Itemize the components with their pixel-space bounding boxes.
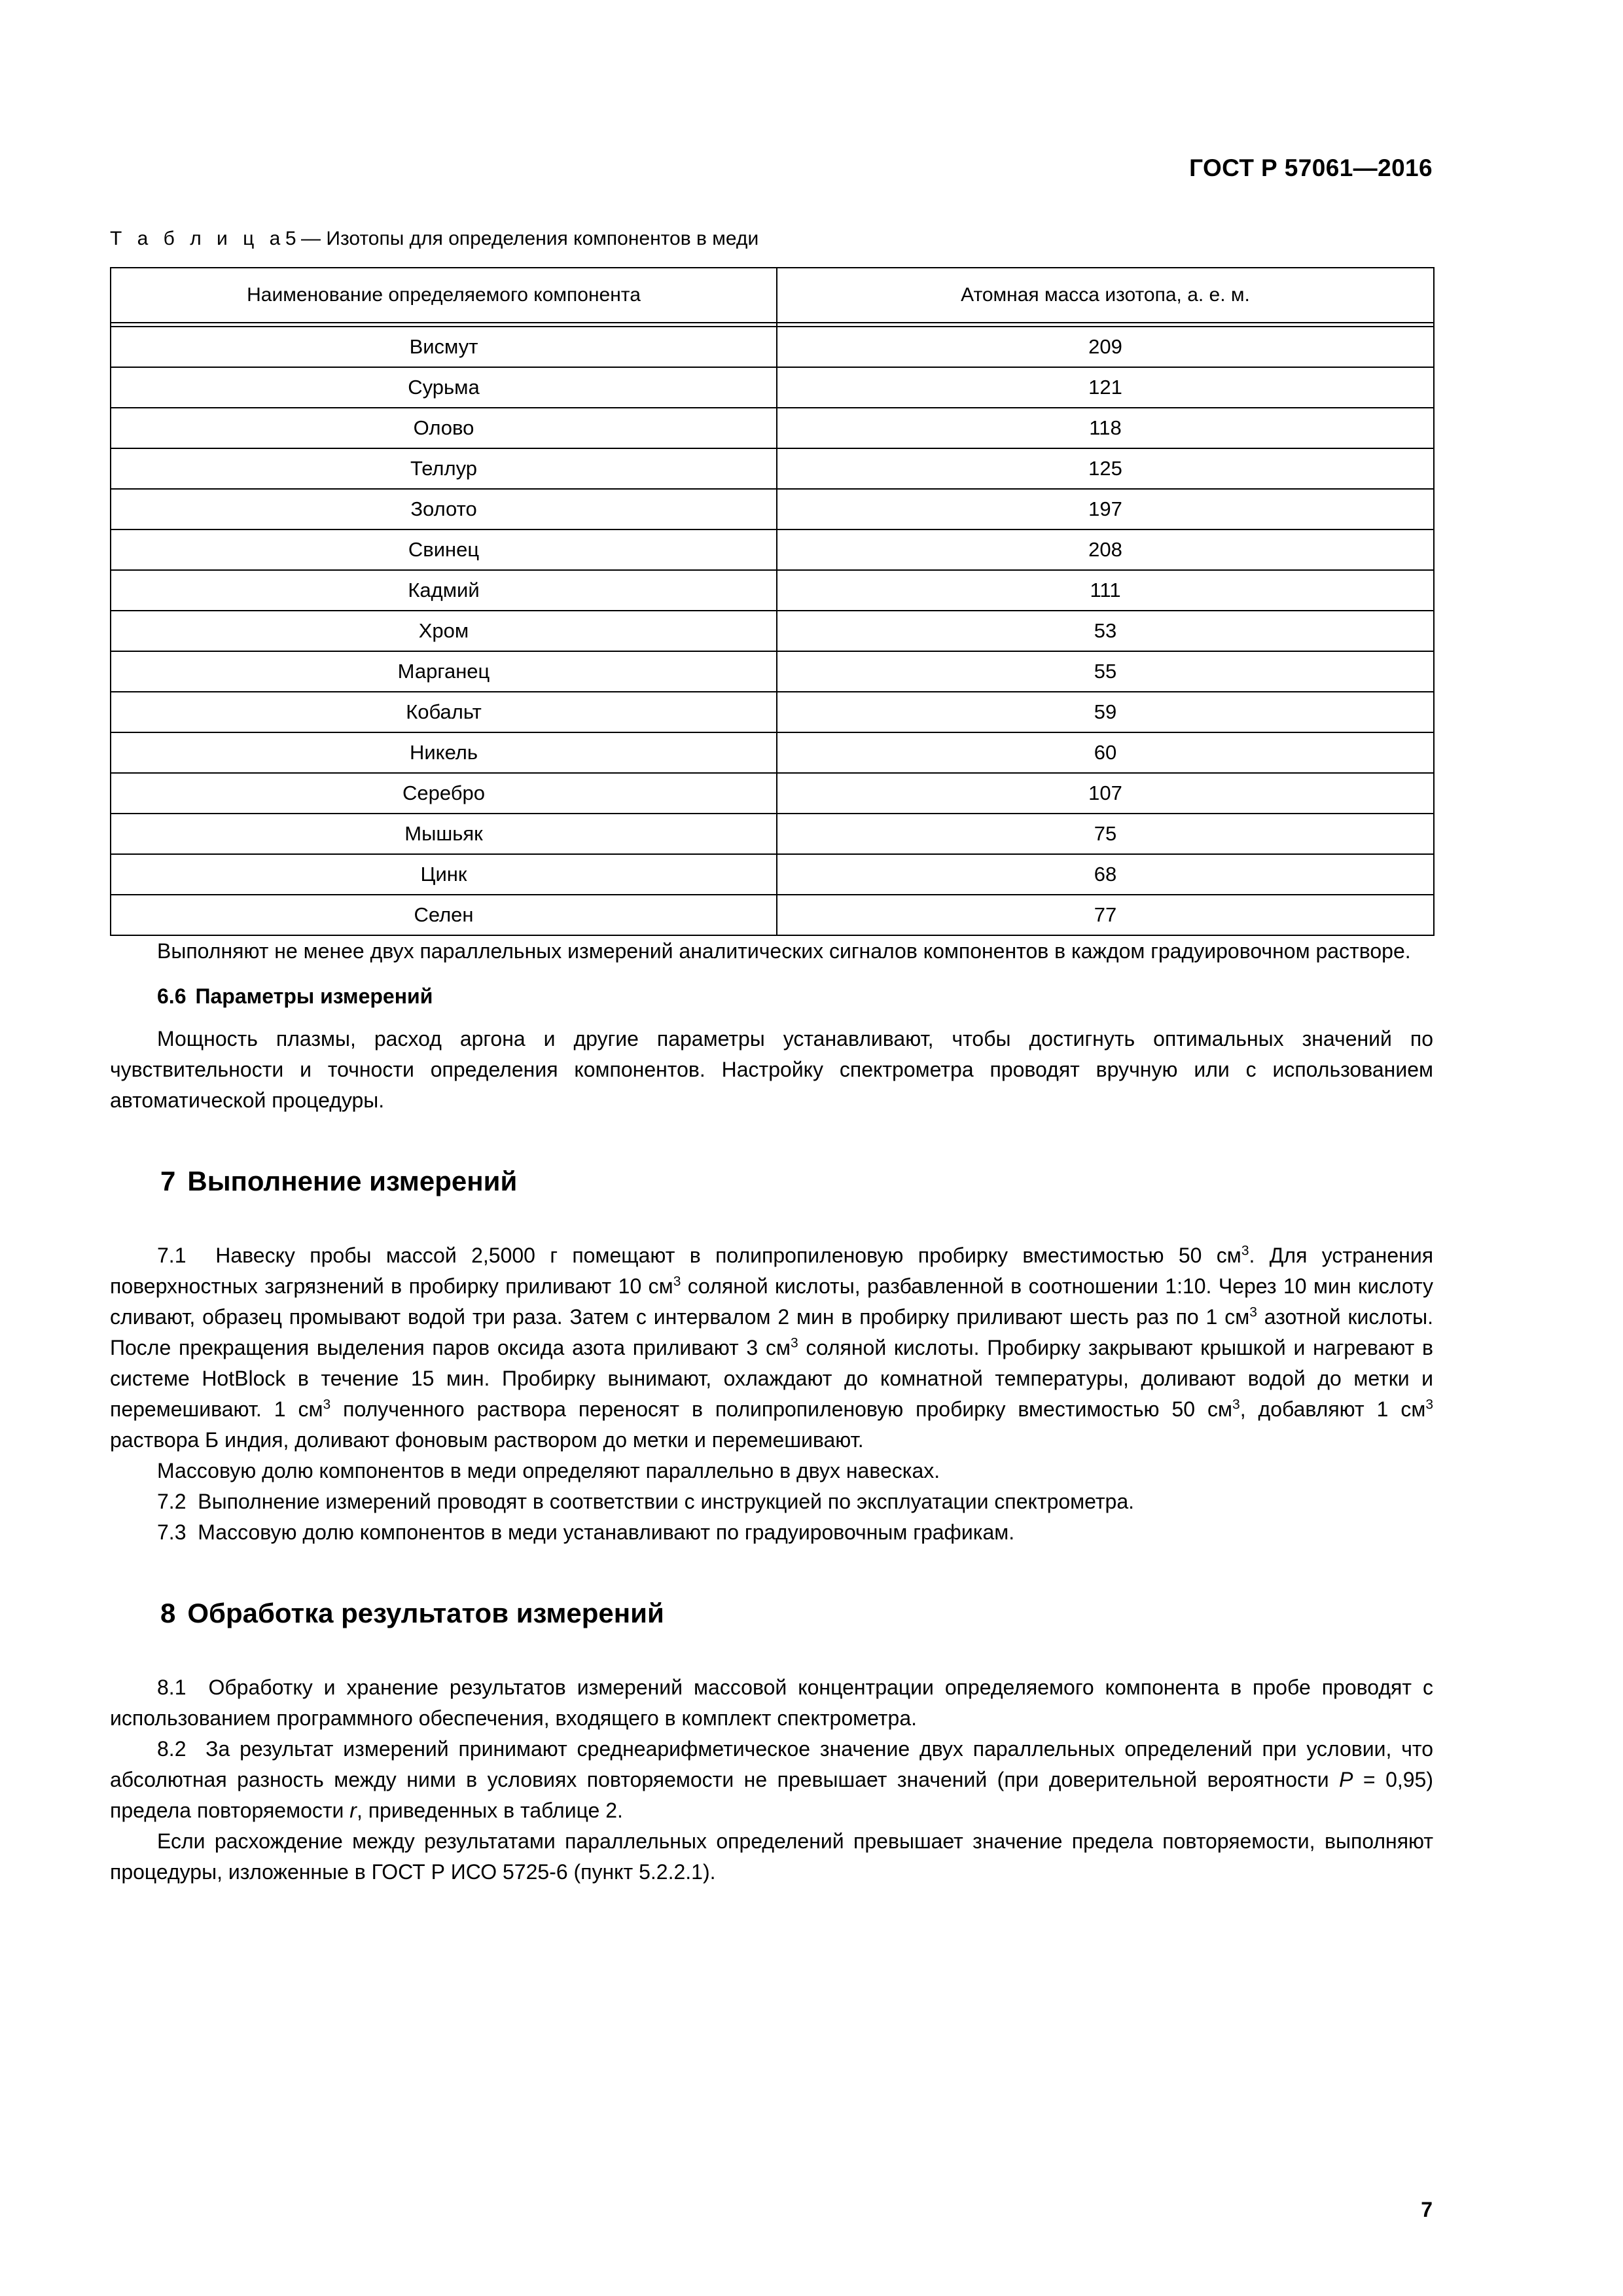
- heading-section-7-title: Выполнение измерений: [187, 1166, 518, 1196]
- cell-isotope-mass: 60: [777, 732, 1434, 773]
- paragraph-7-2-number: 7.2: [157, 1490, 187, 1513]
- paragraph-7-2-text: Выполнение измерений проводят в соответствии с инструкцией по эксплуатации спектрометра.: [198, 1490, 1135, 1513]
- heading-section-8-number: 8: [160, 1598, 176, 1628]
- heading-6-6-number: 6.6: [157, 984, 187, 1008]
- document-header-standard-number: ГОСТ Р 57061—2016: [1189, 154, 1433, 181]
- cell-isotope-mass: 53: [777, 611, 1434, 651]
- table-caption-text: Изотопы для определения компонентов в меди: [326, 228, 759, 249]
- heading-section-8: [110, 1596, 1433, 1630]
- table-row: [111, 651, 1434, 692]
- table-row: [111, 529, 1434, 570]
- paragraph-7-3-text: Массовую долю компонентов в меди устанавливают по градуировочным графикам.: [198, 1520, 1015, 1544]
- table-caption-number: 5: [285, 228, 302, 249]
- cell-isotope-mass: 75: [777, 814, 1434, 854]
- cubic-exponent-2: 3: [673, 1274, 681, 1289]
- table-header-row: [111, 268, 1434, 323]
- paragraph-7-2: [110, 1486, 1433, 1517]
- heading-6-6: [110, 981, 1433, 1012]
- paragraph-8-3: Если расхождение между результатами параллельных определений превышает значение предела повторяемости, выполняют процедуры, изложенные в ГОСТ Р ИСО 5725-6 (пункт 5.2.2.1).: [110, 1829, 1433, 1884]
- table-row: [111, 854, 1434, 895]
- cell-component: Никель: [111, 732, 777, 773]
- paragraph-after-table: Выполняют не менее двух параллельных измерений аналитических сигналов компонентов в каждом градуировочном растворе.: [157, 939, 1411, 963]
- cell-component: Золото: [111, 489, 777, 529]
- table-row: [111, 773, 1434, 814]
- paragraph-8-2-number: 8.2: [157, 1737, 187, 1761]
- table-row: [111, 611, 1434, 651]
- cell-component: Селен: [111, 895, 777, 935]
- symbol-confidence-probability: P: [1339, 1768, 1353, 1791]
- table-row: [111, 895, 1434, 935]
- paragraph-7-1: [110, 1240, 1433, 1456]
- paragraph-7-1-part-4: азотной кислоты. После прекращения выделения паров оксида азота приливают 3 см: [110, 1305, 1434, 1359]
- symbol-repeatability-limit: r: [349, 1799, 357, 1822]
- table-caption-label: Т а б л и ц а: [110, 228, 285, 249]
- paragraph-7-1-part-2: . Для устранения поверхностных загрязнений в пробирку приливают 10 см: [110, 1244, 1434, 1298]
- heading-section-7: [110, 1164, 1433, 1198]
- cell-isotope-mass: 209: [777, 327, 1434, 367]
- paragraph-7-3: [110, 1517, 1433, 1548]
- paragraph-6-6-text: Мощность плазмы, расход аргона и другие параметры устанавливают, чтобы достигнуть оптимальных значений по чувствительности и точности определения компонентов. Настройку спектрометра проводят вручную или с использованием автоматической процедуры.: [110, 1027, 1433, 1112]
- cell-isotope-mass: 77: [777, 895, 1434, 935]
- table-row: [111, 408, 1434, 448]
- cell-isotope-mass: 118: [777, 408, 1434, 448]
- cell-isotope-mass: 208: [777, 529, 1434, 570]
- table-head: [111, 268, 1434, 327]
- cell-isotope-mass: 59: [777, 692, 1434, 732]
- cell-component: Кадмий: [111, 570, 777, 611]
- cubic-exponent-4: 3: [790, 1335, 798, 1351]
- paragraph-mass-fraction: Массовую долю компонентов в меди определяют параллельно в двух навесках.: [157, 1459, 940, 1482]
- paragraph-8-2-part-1: За результат измерений принимают среднеарифметическое значение двух параллельных определений при условии, что абсолютная разность между ними в условиях повторяемости не превышает значений (при доверительной вероятности: [110, 1737, 1434, 1791]
- cell-component: Висмут: [111, 327, 777, 367]
- paragraph-8-2-part-2: = 0,95) предела повторяемости: [110, 1768, 1434, 1822]
- table-row: [111, 570, 1434, 611]
- cell-isotope-mass: 107: [777, 773, 1434, 814]
- paragraph-7-1-number: 7.1: [157, 1244, 187, 1267]
- paragraph-7-1-part-1: Навеску пробы массой 2,5000 г помещают в полипропиленовую пробирку вместимостью 50 см: [215, 1244, 1241, 1267]
- cell-component: Хром: [111, 611, 777, 651]
- cell-component: Теллур: [111, 448, 777, 489]
- paragraph-7-1-part-6: полученного раствора переносят в полипропиленовую пробирку вместимостью 50 см: [330, 1397, 1233, 1421]
- paragraph-7-3-number: 7.3: [157, 1520, 187, 1544]
- cell-isotope-mass: 111: [777, 570, 1434, 611]
- table-row: [111, 692, 1434, 732]
- cell-component: Кобальт: [111, 692, 777, 732]
- column-header-isotope-mass: Атомная масса изотопа, а. е. м.: [777, 268, 1434, 323]
- cell-component: Сурьма: [111, 367, 777, 408]
- cubic-exponent-3: 3: [1249, 1304, 1257, 1320]
- paragraph-7-1-part-3: соляной кислоты, разбавленной в соотношении 1:10. Через 10 мин кислоту сливают, образец промывают водой три раза. Затем с интервалом 2 мин в пробирку приливают шесть раз по 1 см: [110, 1274, 1434, 1329]
- cell-component: Мышьяк: [111, 814, 777, 854]
- cubic-exponent-5: 3: [323, 1397, 331, 1412]
- paragraph-7-1-part-7: , добавляют 1 см: [1240, 1397, 1426, 1421]
- cell-component: Серебро: [111, 773, 777, 814]
- table-row: [111, 327, 1434, 367]
- table-row: [111, 814, 1434, 854]
- cell-isotope-mass: 55: [777, 651, 1434, 692]
- paragraph-8-2: [110, 1734, 1433, 1826]
- table-caption-dash: —: [301, 228, 321, 249]
- table-row: [111, 732, 1434, 773]
- paragraph-7-1-part-5: соляной кислоты. Пробирку закрывают крышкой и нагревают в системе HotBlock в течение 15 мин. Пробирку вынимают, охлаждают до комнатной температуры, доливают водой до метки и перемешивают. 1 см: [110, 1336, 1434, 1421]
- heading-section-8-title: Обработка результатов измерений: [187, 1598, 664, 1628]
- cell-isotope-mass: 121: [777, 367, 1434, 408]
- table-row: [111, 489, 1434, 529]
- cell-component: Марганец: [111, 651, 777, 692]
- cell-component: Олово: [111, 408, 777, 448]
- paragraph-8-1-number: 8.1: [157, 1676, 187, 1699]
- heading-section-7-number: 7: [160, 1166, 176, 1196]
- cell-component: Цинк: [111, 854, 777, 895]
- table-row: [111, 367, 1434, 408]
- table-row: [111, 448, 1434, 489]
- cell-isotope-mass: 197: [777, 489, 1434, 529]
- cubic-exponent-6: 3: [1232, 1397, 1240, 1412]
- paragraph-8-1-text: Обработку и хранение результатов измерений массовой концентрации определяемого компонента в пробе проводят с использованием программного обеспечения, входящего в комплект спектрометра.: [110, 1676, 1434, 1730]
- paragraph-8-2-part-3: , приведенных в таблице 2.: [356, 1799, 623, 1822]
- table-caption: [110, 226, 1433, 252]
- cubic-exponent-1: 3: [1241, 1243, 1249, 1259]
- page-number: 7: [1421, 2198, 1433, 2221]
- cell-isotope-mass: 68: [777, 854, 1434, 895]
- isotopes-table: [110, 267, 1435, 936]
- paragraph-8-1: [110, 1672, 1433, 1734]
- page-content: [110, 226, 1433, 1888]
- cubic-exponent-7: 3: [1425, 1397, 1434, 1412]
- heading-6-6-title: Параметры измерений: [195, 984, 433, 1008]
- paragraph-7-1-part-8: раствора Б индия, доливают фоновым раствором до метки и перемешивают.: [110, 1428, 864, 1452]
- cell-component: Свинец: [111, 529, 777, 570]
- table-body: [111, 327, 1434, 935]
- column-header-component: Наименование определяемого компонента: [111, 268, 777, 323]
- cell-isotope-mass: 125: [777, 448, 1434, 489]
